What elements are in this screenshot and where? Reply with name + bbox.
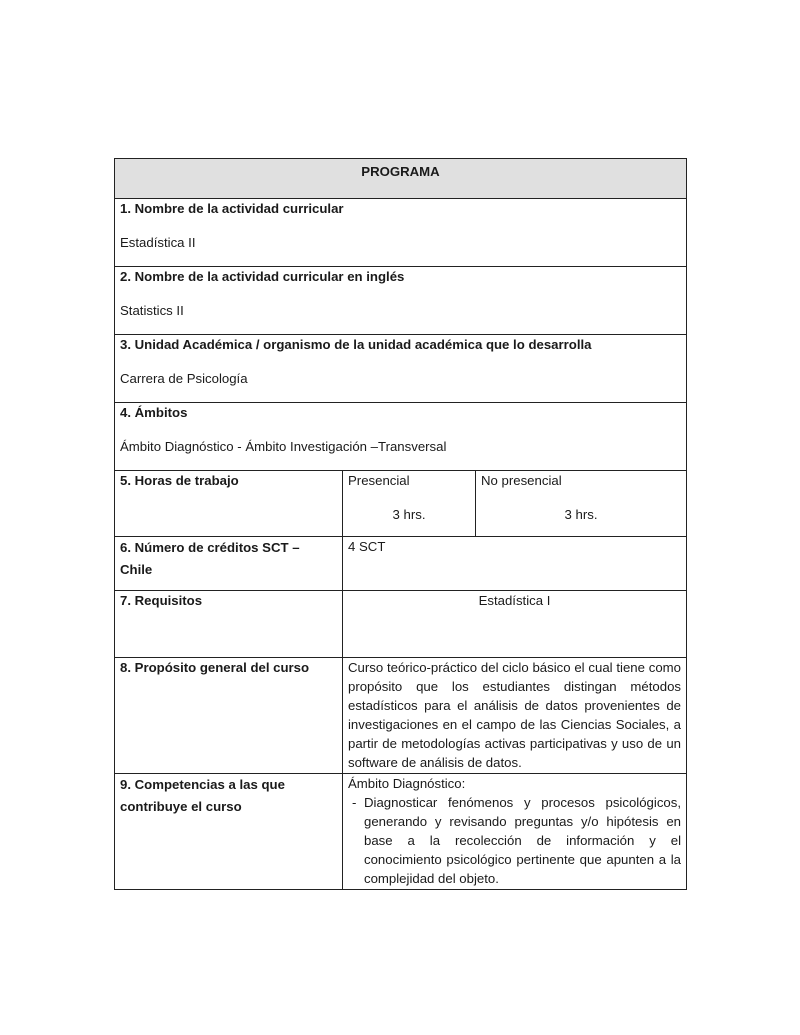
- section-label: 2. Nombre de la actividad curricular en inglés: [120, 269, 405, 284]
- section-label: 8. Propósito general del curso: [115, 658, 343, 774]
- section-label: 5. Horas de trabajo: [115, 471, 343, 537]
- section-value: Carrera de Psicología: [120, 371, 248, 386]
- section-label: 7. Requisitos: [115, 591, 343, 658]
- section-nombre-ingles: [115, 267, 687, 335]
- programa-table: [114, 158, 687, 890]
- no-presencial-value: 3 hrs.: [564, 507, 598, 522]
- section-label: 3. Unidad Académica / organismo de la unidad académica que lo desarrolla: [120, 337, 592, 352]
- section-unidad-academica: [115, 335, 687, 403]
- no-presencial-label: No presencial: [481, 473, 562, 488]
- section-label: 6. Número de créditos SCT – Chile: [115, 537, 343, 591]
- section-label: 1. Nombre de la actividad curricular: [120, 201, 344, 216]
- bullet-marker: -: [352, 795, 357, 810]
- section-competencias: [115, 774, 687, 890]
- section-ambitos: [115, 403, 687, 471]
- section-value: Curso teórico-práctico del ciclo básico el cual tiene como propósito que los estudiantes distingan métodos estadísticos para el análisis de datos provenientes de investigaciones en el campo de las Ciencias Sociales, a partir de metodologías activas participativas y uso de un software de análisis de datos.: [343, 658, 687, 774]
- programa-header: PROGRAMA: [115, 159, 687, 199]
- competencia-item: [348, 793, 681, 888]
- competencia-text: Diagnosticar fenómenos y procesos psicológicos, generando y revisando preguntas y/o hipótesis en base a la recolección de información y el conocimiento psicológico pertinente que apunten a la complejidad del objeto.: [364, 795, 682, 886]
- section-value: Ámbito Diagnóstico - Ámbito Investigación –Transversal: [120, 439, 447, 454]
- section-label: 4. Ámbitos: [120, 405, 188, 420]
- competencias-heading: Ámbito Diagnóstico:: [348, 776, 466, 791]
- section-value: Statistics II: [120, 303, 184, 318]
- section-requisitos: [115, 591, 687, 658]
- section-creditos: [115, 537, 687, 591]
- presencial-label: Presencial: [348, 473, 410, 488]
- section-value: Estadística II: [120, 235, 196, 250]
- section-horas: [115, 471, 687, 537]
- section-label: 9. Competencias a las que contribuye el curso: [115, 774, 343, 890]
- section-value: 4 SCT: [343, 537, 687, 591]
- section-proposito: [115, 658, 687, 774]
- section-value: Estadística I: [343, 591, 687, 658]
- presencial-value: 3 hrs.: [392, 507, 426, 522]
- section-nombre: [115, 199, 687, 267]
